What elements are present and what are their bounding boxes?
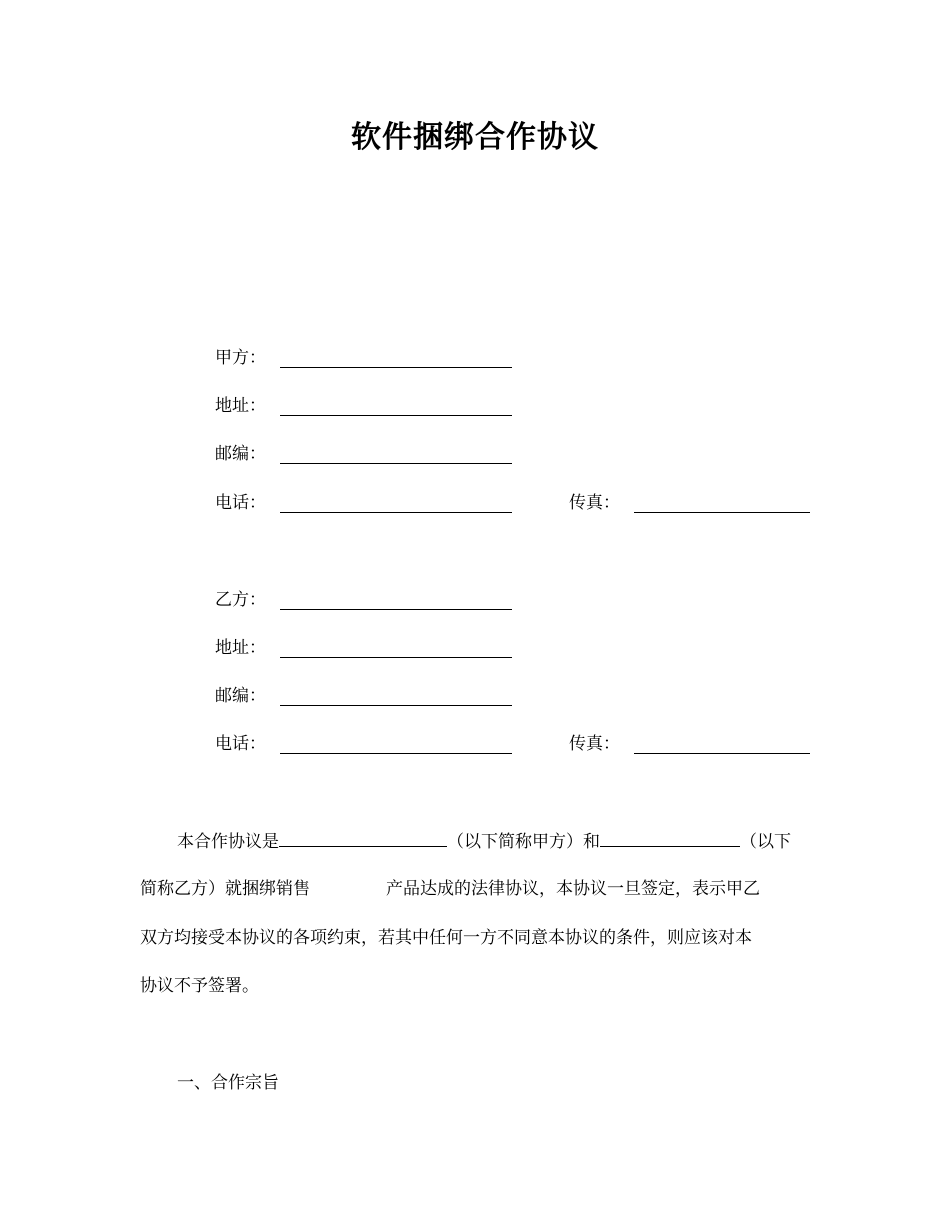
preamble-line-2 — [140, 877, 760, 901]
preamble-line-3: 双方均接受本协议的各项约束，若其中任何一方不同意本协议的条件，则应该对本 — [140, 928, 752, 948]
party-b-address-fill-line[interactable] — [280, 657, 512, 658]
party-b-phone-row — [0, 732, 950, 760]
party-a-name-blank[interactable] — [279, 829, 447, 847]
party-b-fax-fill-line[interactable] — [634, 753, 810, 754]
party-b-postcode-label: 邮编： — [215, 686, 266, 706]
party-a-row — [0, 346, 950, 374]
preamble-text-1a: 本合作协议是 — [177, 832, 279, 852]
party-a-postcode-label: 邮编： — [215, 444, 266, 464]
party-a-postcode-row — [0, 442, 950, 470]
party-a-fill-line[interactable] — [280, 367, 512, 368]
party-b-row — [0, 588, 950, 616]
party-a-fax-label: 传真： — [569, 493, 620, 513]
party-b-fax-label: 传真： — [569, 734, 620, 754]
document-title: 软件捆绑合作协议 — [351, 120, 599, 155]
party-a-label: 甲方： — [215, 348, 266, 368]
party-a-postcode-fill-line[interactable] — [280, 463, 512, 464]
preamble-line-4: 协议不予签署。 — [140, 976, 259, 996]
party-a-phone-row — [0, 491, 950, 519]
party-b-postcode-row — [0, 684, 950, 712]
party-b-name-blank[interactable] — [600, 829, 740, 847]
preamble-text-1b: （以下简称甲方）和 — [447, 832, 600, 852]
party-a-address-fill-line[interactable] — [280, 415, 512, 416]
preamble-text-2a: 简称乙方）就捆绑销售 — [140, 879, 310, 899]
party-b-label: 乙方： — [215, 590, 266, 610]
preamble-line-1 — [177, 829, 791, 854]
section-heading-1: 一、合作宗旨 — [177, 1073, 279, 1093]
party-a-phone-label: 电话： — [215, 493, 266, 513]
party-b-phone-fill-line[interactable] — [280, 753, 512, 754]
party-a-address-row — [0, 394, 950, 422]
party-b-postcode-fill-line[interactable] — [280, 705, 512, 706]
party-b-fill-line[interactable] — [280, 609, 512, 610]
party-a-address-label: 地址： — [215, 396, 266, 416]
party-b-phone-label: 电话： — [215, 734, 266, 754]
party-b-address-row — [0, 636, 950, 664]
party-a-fax-fill-line[interactable] — [634, 512, 810, 513]
preamble-text-2b: 产品达成的法律协议，本协议一旦签定，表示甲乙 — [386, 879, 760, 899]
party-b-address-label: 地址： — [215, 638, 266, 658]
preamble-text-1c: （以下 — [740, 832, 791, 852]
party-a-phone-fill-line[interactable] — [280, 512, 512, 513]
